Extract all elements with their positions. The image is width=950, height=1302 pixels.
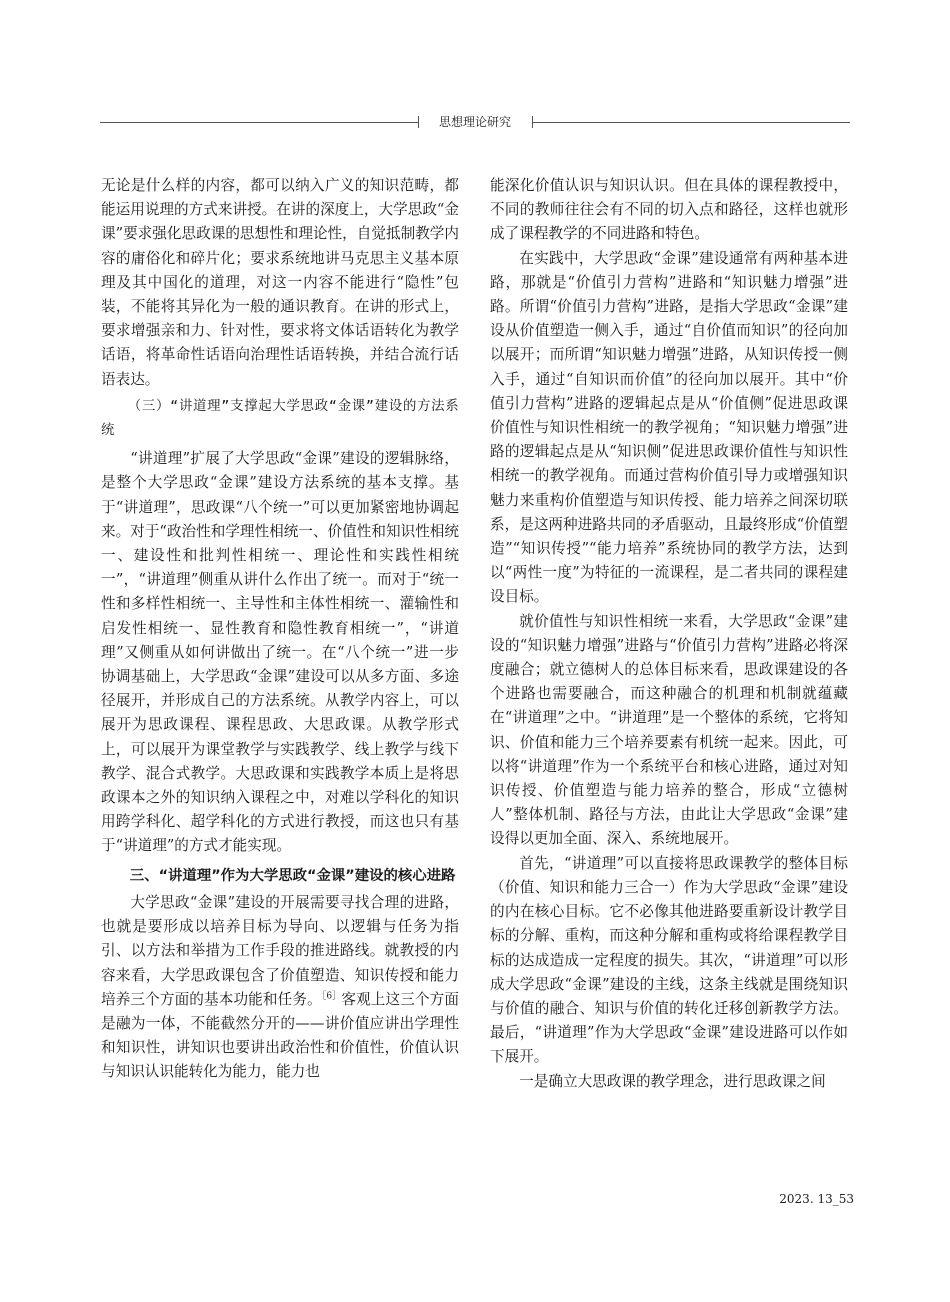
- paragraph-continuation: 无论是什么样的内容，都可以纳入广义的知识范畴，都能运用说理的方式来讲授。在讲的深度上，大学思政“金课”要求强化思政课的思想性和理论性，自觉抵制教学内容的庸俗化和碎片化；要求系统地讲马克思主义基本原理及其中国化的道理，对这一内容不能进行“隐性”包装，不能将其异化为一般的通识教育。在讲的形式上，要求增强亲和力、针对性，要求将文体话语转化为教学话语，将革命性话语向治理性话语转换，并结合流行话语表达。: [101, 177, 459, 388]
- header-rule-right: [532, 122, 850, 123]
- paragraph: 在实践中，大学思政“金课”建设通常有两种基本进路，那就是“价值引力营构”进路和“知识魅力增强”进路。所谓“价值引力营构”进路，是指大学思政“金课”建设从价值塑造一侧入手，通过“自价值而知识”的径向加以展开；而所谓“知识魅力增强”进路，从知识传授一侧入手，通过“自知识而价值”的径向加以展开。其中“价值引力营构”进路的逻辑起点是从“价值侧”促进思政课价值性与知识性相统一的教学视角；“知识魅力增强”进路的逻辑起点是从“知识侧”促进思政课价值性与知识性相统一的教学视角。而通过营构价值引导力或增强知识魅力来重构价值塑造与知识传授、能力培养之间深切联系，是这两种进路共同的矛盾驱动，且最终形成“价值塑造”“知识传授”“能力培养”系统协同的教学方法，达到以“两性一度”为特征的一流课程，是二者共同的课程建设目标。: [490, 249, 848, 606]
- paragraph: 首先，“讲道理”可以直接将思政课教学的整体目标（价值、知识和能力三合一）作为大学思政“金课”建设的内在核心目标。它不必像其他进路要重新设计教学目标的分解、重构，而这种分解和重构或将给课程教学目标的达成造成一定程度的损失。其次，“讲道理”可以形成大学思政“金课”建设的主线，这条主线就是围绕知识与价值的融合、知识与价值的转化迁移创新教学方法。最后，“讲道理”作为大学思政“金课”建设进路可以作如下展开。: [490, 854, 848, 1066]
- page-number: 2023. 13_53: [779, 1192, 854, 1206]
- subsection-heading-3: （三）“讲道理”支撑起大学思政“金课”建设的方法系统: [101, 398, 459, 439]
- paragraph-text: 大学思政“金课”建设的开展需要寻找合理的进路，也就是要形成以培养目标为导向、以逻辑与任务为指引、以方法和举措为工作手段的推进路线。就教授的内容来看，大学思政课包含了价值塑造、知识传授和能力培养三个方面的基本功能和任务。: [101, 893, 459, 1008]
- paragraph-with-citation: [101, 891, 459, 1085]
- paragraph: 一是确立大思政课的教学理念，进行思政课之间: [519, 1072, 826, 1090]
- paragraph: 就价值性与知识性相统一来看，大学思政“金课”建设的“知识魅力增强”进路与“价值引力营构”进路必将深度融合；就立德树人的总体目标来看，思政课建设的各个进路也需要融合，而这种融合的机理和机制就蕴藏在“讲道理”之中。“讲道理”是一个整体的系统，它将知识、价值和能力三个培养要素有机统一起来。因此，可以将“讲道理”作为一个系统平台和核心进路，通过对知识传授、价值塑造与能力培养的整合，形成“立德树人”整体机制、路径与方法，由此让大学思政“金课”建设得以更加全面、深入、系统地展开。: [490, 612, 848, 848]
- citation-marker: ［6］: [321, 991, 342, 1002]
- paragraph: “讲道理”扩展了大学思政“金课”建设的逻辑脉络，是整个大学思政“金课”建设方法系统的基本支撑。基于“讲道理”，思政课“八个统一”可以更加紧密地协调起来。对于“政治性和学理性相统一、价值性和知识性相统一、建设性和批判性相统一、理论性和实践性相统一”，“讲道理”侧重从讲什么作出了统一。而对于“统一性和多样性相统一、主导性和主体性相统一、灌输性和启发性相统一、显性教育和隐性教育相统一”，“讲道理”又侧重从如何讲做出了统一。在“八个统一”进一步协调基础上，大学思政“金课”建设可以从多方面、多途径展开，并形成自己的方法系统。从教学内容上，可以展开为思政课程、课程思政、大思政课。从教学形式上，可以展开为课堂教学与实践教学、线上教学与线下教学、混合式教学。大思政课和实践教学本质上是将思政课本之外的知识纳入课程之中，对难以学科化的知识用跨学科化、超学科化的方式进行教授，而这也只有基于“讲道理”的方式才能实现。: [101, 450, 459, 855]
- section-heading-3: 三、“讲道理”作为大学思政“金课”建设的核心进路: [129, 867, 456, 884]
- paragraph-continuation: 能深化价值认识与知识认识。但在具体的课程教授中，不同的教师往往会有不同的切入点和路径，这样也就形成了课程教学的不同进路和特色。: [490, 177, 848, 243]
- running-header: [100, 113, 850, 133]
- header-rule-left: [100, 122, 418, 123]
- paragraph-text: 客观上这三个方面是融为一体，不能截然分开的——讲价值应讲出学理性和知识性，讲知识也要讲出政治性和价值性，价值认识与知识认识能转化为能力，能力也: [101, 990, 459, 1081]
- journal-section-title: 思想理论研究: [438, 115, 511, 129]
- left-column: [101, 174, 459, 1085]
- right-column: [490, 174, 848, 1094]
